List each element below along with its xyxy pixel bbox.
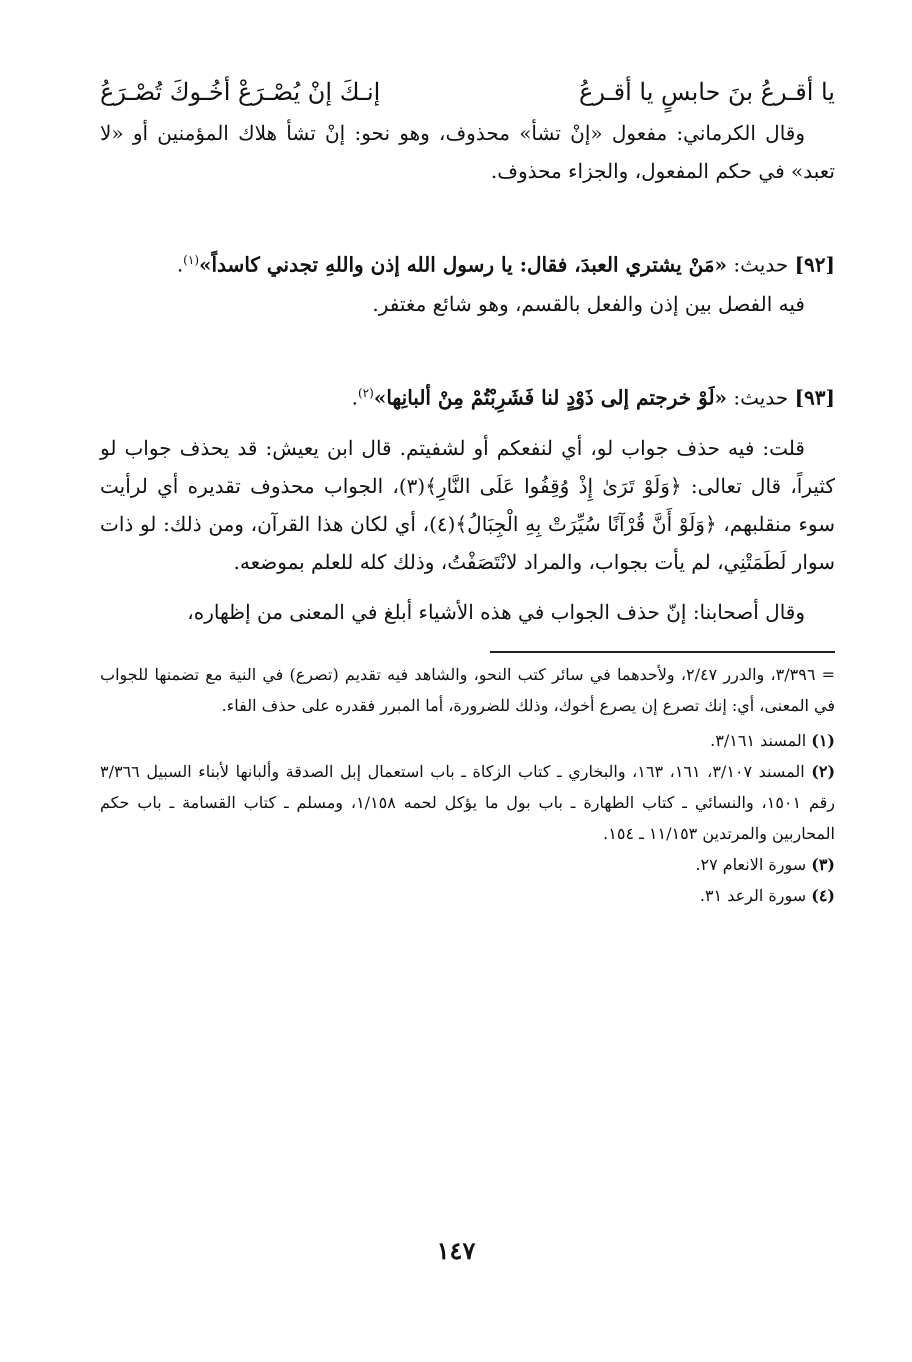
hadith-93-label: حديث: xyxy=(733,385,789,410)
hadith-93-commentary: قلت: فيه حذف جواب لو، أي لنفعكم أو لشفيتم. قال ابن يعيش: قد يحذف جواب لو كثيراً، قال تعالى: ﴿وَلَوْ تَرَىٰ إِذْ وُقِفُوا عَلَى النَّارِ﴾(٣)، الجواب محذوف تقديره أي لرأيت سوء منقلبهم، ﴿وَلَوْ أَنَّ قُرْآنًا سُيِّرَتْ بِهِ الْجِبَالُ﴾(٤)، أي لكان هذا القرآن، ومن ذلك: لو ذات سوار لَطَمَتْنِي، لم يأت بجواب، والمراد لانْتَصَفْتُ، وذلك كله للعلم بموضعه. xyxy=(100,436,835,575)
footnote-4-number: (٤) xyxy=(811,886,835,906)
footnote-3 xyxy=(100,849,835,880)
spacer xyxy=(100,323,835,373)
hadith-92-comment: فيه الفصل بين إذن والفعل بالقسم، وهو شائع مغتفر. xyxy=(372,291,805,316)
hadith-92-text: «مَنْ يشتري العبدَ، فقال: يا رسول الله إذن واللهِ تجدني كاسداً» xyxy=(199,252,728,277)
ashabuna-paragraph: وقال أصحابنا: إنّ حذف الجواب في هذه الأشياء أبلغ في المعنى من إظهاره، xyxy=(187,600,805,625)
footnote-1-text: المسند ٣/١٦١. xyxy=(710,731,807,751)
hadith-92-heading xyxy=(100,240,835,285)
spacer xyxy=(100,417,835,429)
hadith-93-end: . xyxy=(351,385,358,410)
footnote-2-number: (٢) xyxy=(811,762,836,782)
page-number: ١٤٧ xyxy=(436,1236,476,1265)
hadith-92-end: . xyxy=(176,252,184,277)
footnote-ref-1: (١) xyxy=(183,253,199,267)
footnote-2-text: المسند ٣/١٠٧، ١٦١، ١٦٣، والبخاري ـ كتاب الزكاة ـ باب استعمال إبل الصدقة وألبانها لأبناء السبيل ٣/٣٦٦ رقم ١٥٠١، والنسائي ـ كتاب الطهارة ـ باب بول ما يؤكل لحمه ١/١٥٨، ومسلم ـ كتاب القسامة ـ باب حكم المحاربين والمرتدين ١١/١٥٣ ـ ١٥٤. xyxy=(100,762,836,844)
hadith-93-text: «لَوْ خرجتم إلى ذَوْدٍ لنا فَشَرِبْتُمْ مِنْ ألبانِها» xyxy=(373,385,728,410)
footnote-separator xyxy=(490,651,835,653)
footnote-4 xyxy=(100,880,835,911)
verse-second-hemistich: إنـكَ إنْ يُصْـرَعْ أخُـوكَ تُصْـرَعُ xyxy=(100,78,381,106)
hadith-92-label: حديث: xyxy=(733,252,789,277)
hadith-93-number: [٩٣] xyxy=(794,385,835,410)
hadith-93-heading xyxy=(100,373,835,418)
hadith-92-number: [٩٢] xyxy=(794,252,835,277)
verse-first-hemistich: يا أقـرعُ بنَ حابسٍ يا أقـرعُ xyxy=(579,78,835,106)
footnote-3-number: (٣) xyxy=(811,855,835,875)
footnote-ref-2: (٢) xyxy=(357,385,374,400)
footnote-continuation: = ٣/٣٩٦، والدرر ٢/٤٧، ولأحدهما في سائر كتب النحو، والشاهد فيه تقديم (تصرع) في النية مع تضمنها للجواب في المعنى، أي: إنك تصرع إن يصرع أخوك، وذلك للضرورة، أما المبرر فقدره على حذف الفاء. xyxy=(100,665,836,716)
page-body xyxy=(100,70,835,911)
spacer xyxy=(100,190,835,240)
footnote-4-text: سورة الرعد ٣١. xyxy=(699,886,807,906)
footnote-3-text: سورة الانعام ٢٧. xyxy=(695,855,807,875)
footnote-2 xyxy=(100,756,835,849)
kirmani-paragraph: وقال الكرماني: مفعول «إنْ تشأ» محذوف، وهو نحو: إنْ تشأ هلاك المؤمنين أو «لا تعبد» في حكم المفعول، والجزاء محذوف. xyxy=(100,121,835,183)
poetry-verse xyxy=(100,70,835,114)
spacer xyxy=(100,581,835,593)
footnote-1-number: (١) xyxy=(811,731,835,751)
footnote-1 xyxy=(100,725,835,756)
